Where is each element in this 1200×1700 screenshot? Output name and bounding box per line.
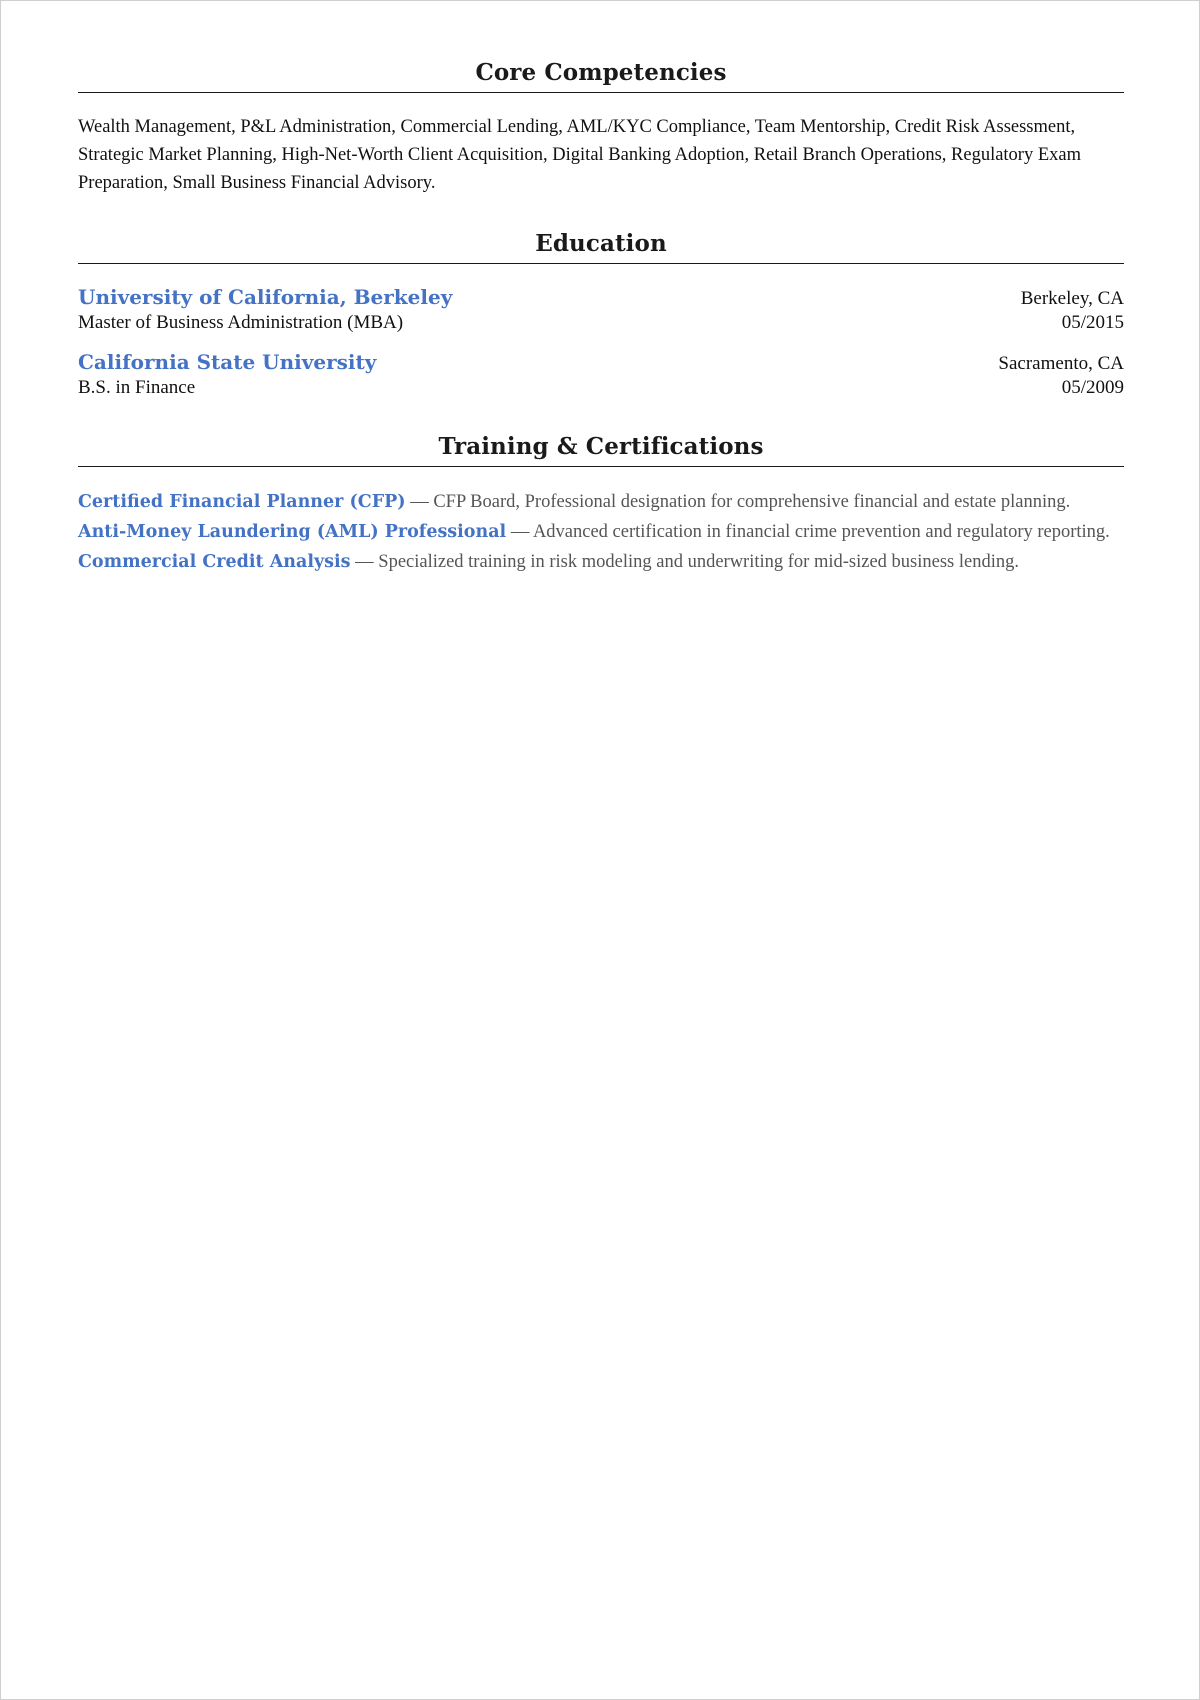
school-name: University of California, Berkeley — [78, 285, 453, 309]
certifications-heading: Training & Certifications — [78, 433, 1124, 467]
degree-name: Master of Business Administration (MBA) — [78, 312, 404, 333]
school-location: Sacramento, CA — [998, 353, 1124, 374]
school-name: California State University — [78, 350, 377, 374]
certification-separator: — — [506, 522, 533, 542]
certification-name: Certified Financial Planner (CFP) — [78, 492, 406, 512]
resume-content — [78, 59, 1124, 610]
school-location: Berkeley, CA — [1020, 288, 1124, 309]
degree-name: B.S. in Finance — [78, 377, 196, 398]
core-competencies-section — [78, 59, 1124, 197]
certification-item — [78, 547, 1124, 577]
education-entry-details — [78, 376, 1124, 400]
certifications-list — [78, 487, 1124, 577]
certification-description: Specialized training in risk modeling and underwriting for mid-sized business lending. — [378, 552, 1019, 572]
education-heading: Education — [78, 230, 1124, 264]
education-entry — [78, 349, 1124, 400]
education-entry-header — [78, 284, 1124, 311]
certification-name: Commercial Credit Analysis — [78, 552, 351, 572]
education-section — [78, 230, 1124, 400]
graduation-date: 05/2009 — [1061, 377, 1124, 398]
certification-description: CFP Board, Professional designation for comprehensive financial and estate planning. — [433, 492, 1071, 512]
certifications-section — [78, 433, 1124, 577]
certification-separator: — — [405, 492, 434, 512]
certification-name: Anti-Money Laundering (AML) Professional — [78, 522, 507, 542]
education-entry-details — [78, 311, 1124, 335]
graduation-date: 05/2015 — [1061, 312, 1124, 333]
certification-item — [78, 487, 1124, 517]
certification-item — [78, 517, 1124, 547]
core-competencies-text: Wealth Management, P&L Administration, Commercial Lending, AML/KYC Compliance, Team Mentorship, Credit Risk Assessment, Strategic Market Planning, High-Net-Worth Client Acquisition, Digital Banking Adoption, Retail Branch Operations, Regulatory Exam Preparation, Small Business Financial Advisory. — [78, 117, 1081, 193]
certification-separator: — — [350, 552, 379, 572]
core-competencies-heading: Core Competencies — [78, 59, 1124, 93]
education-entry — [78, 284, 1124, 335]
education-list — [78, 284, 1124, 400]
education-entry-header — [78, 349, 1124, 376]
certification-description: Advanced certification in financial crime prevention and regulatory reporting. — [532, 522, 1110, 542]
